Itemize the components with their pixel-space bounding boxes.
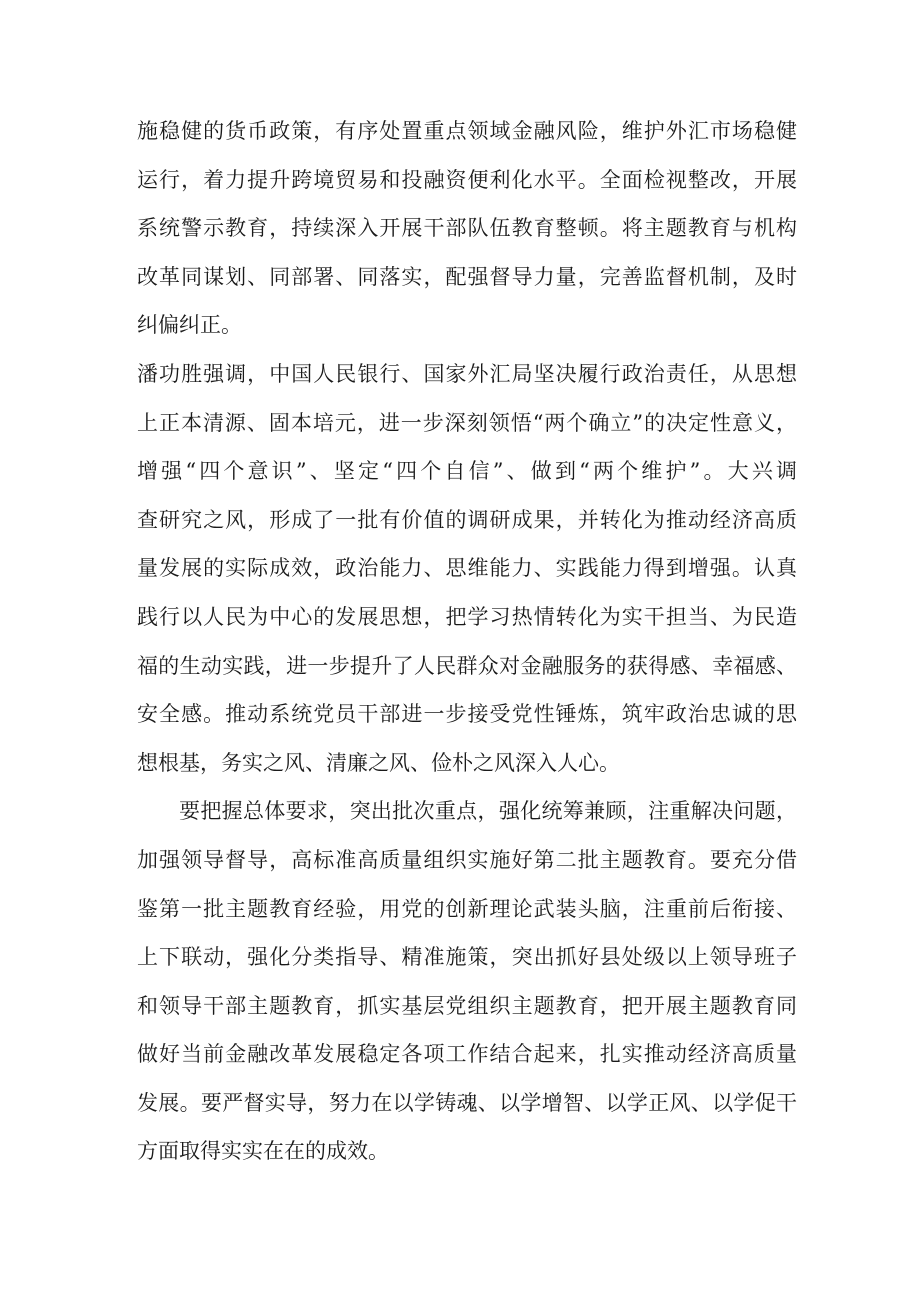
paragraph-line: 上下联动，强化分类指导、精准施策，突出抓好县处级以上领导班子 [137,945,797,970]
paragraph-line: 鉴第一批主题教育经验，用党的创新理论武装头脑，注重前后衔接、 [137,896,797,921]
paragraph-3 [137,787,797,1176]
paragraph-line: 方面取得实实在在的成效。 [137,1139,389,1164]
paragraph-line: 发展。要严督实导，努力在以学铸魂、以学增智、以学正风、以学促干 [137,1090,797,1115]
paragraph-line: 施稳健的货币政策，有序处置重点领域金融风险，维护外汇市场稳健 [137,119,797,143]
paragraph-line: 做好当前金融改革发展稳定各项工作结合起来，扎实推动经济高质量 [137,1042,797,1067]
paragraph-line: 量发展的实际成效，政治能力、思维能力、实践能力得到增强。认真 [137,556,797,581]
paragraph-2 [137,350,797,787]
paragraph-line: 系统警示教育，持续深入开展干部队伍教育整顿。将主题教育与机构 [137,216,797,241]
paragraph-line: 改革同谋划、同部署、同落实，配强督导力量，完善监督机制，及时 [137,264,797,289]
paragraph-line: 想根基，务实之风、清廉之风、俭朴之风深入人心。 [137,750,620,775]
paragraph-line: 纠偏纠正。 [137,313,242,338]
paragraph-line: 加强领导督导，高标准高质量组织实施好第二批主题教育。要充分借 [137,847,797,872]
paragraph-line: 增强“四个意识”、坚定“四个自信”、做到“两个维护”。大兴调 [137,459,797,484]
paragraph-line: 和领导干部主题教育，抓实基层党组织主题教育，把开展主题教育同 [137,993,797,1018]
paragraph-line: 践行以人民为中心的发展思想，把学习热情转化为实干担当、为民造 [137,604,797,629]
document-body [137,107,797,1176]
paragraph-line: 运行，着力提升跨境贸易和投融资便利化水平。全面检视整改，开展 [137,167,797,192]
paragraph-line: 福的生动实践，进一步提升了人民群众对金融服务的获得感、幸福感、 [137,653,797,678]
paragraph-line: 潘功胜强调，中国人民银行、国家外汇局坚决履行政治责任，从思想 [137,361,797,386]
paragraph-line: 上正本清源、固本培元，进一步深刻领悟“两个确立”的决定性意义， [137,410,797,435]
paragraph-1 [137,107,797,350]
paragraph-line: 查研究之风，形成了一批有价值的调研成果，并转化为推动经济高质 [137,507,797,532]
paragraph-line: 要把握总体要求，突出批次重点，强化统筹兼顾，注重解决问题， [179,799,797,824]
paragraph-line: 安全感。推动系统党员干部进一步接受党性锤炼，筑牢政治忠诚的思 [137,702,797,727]
